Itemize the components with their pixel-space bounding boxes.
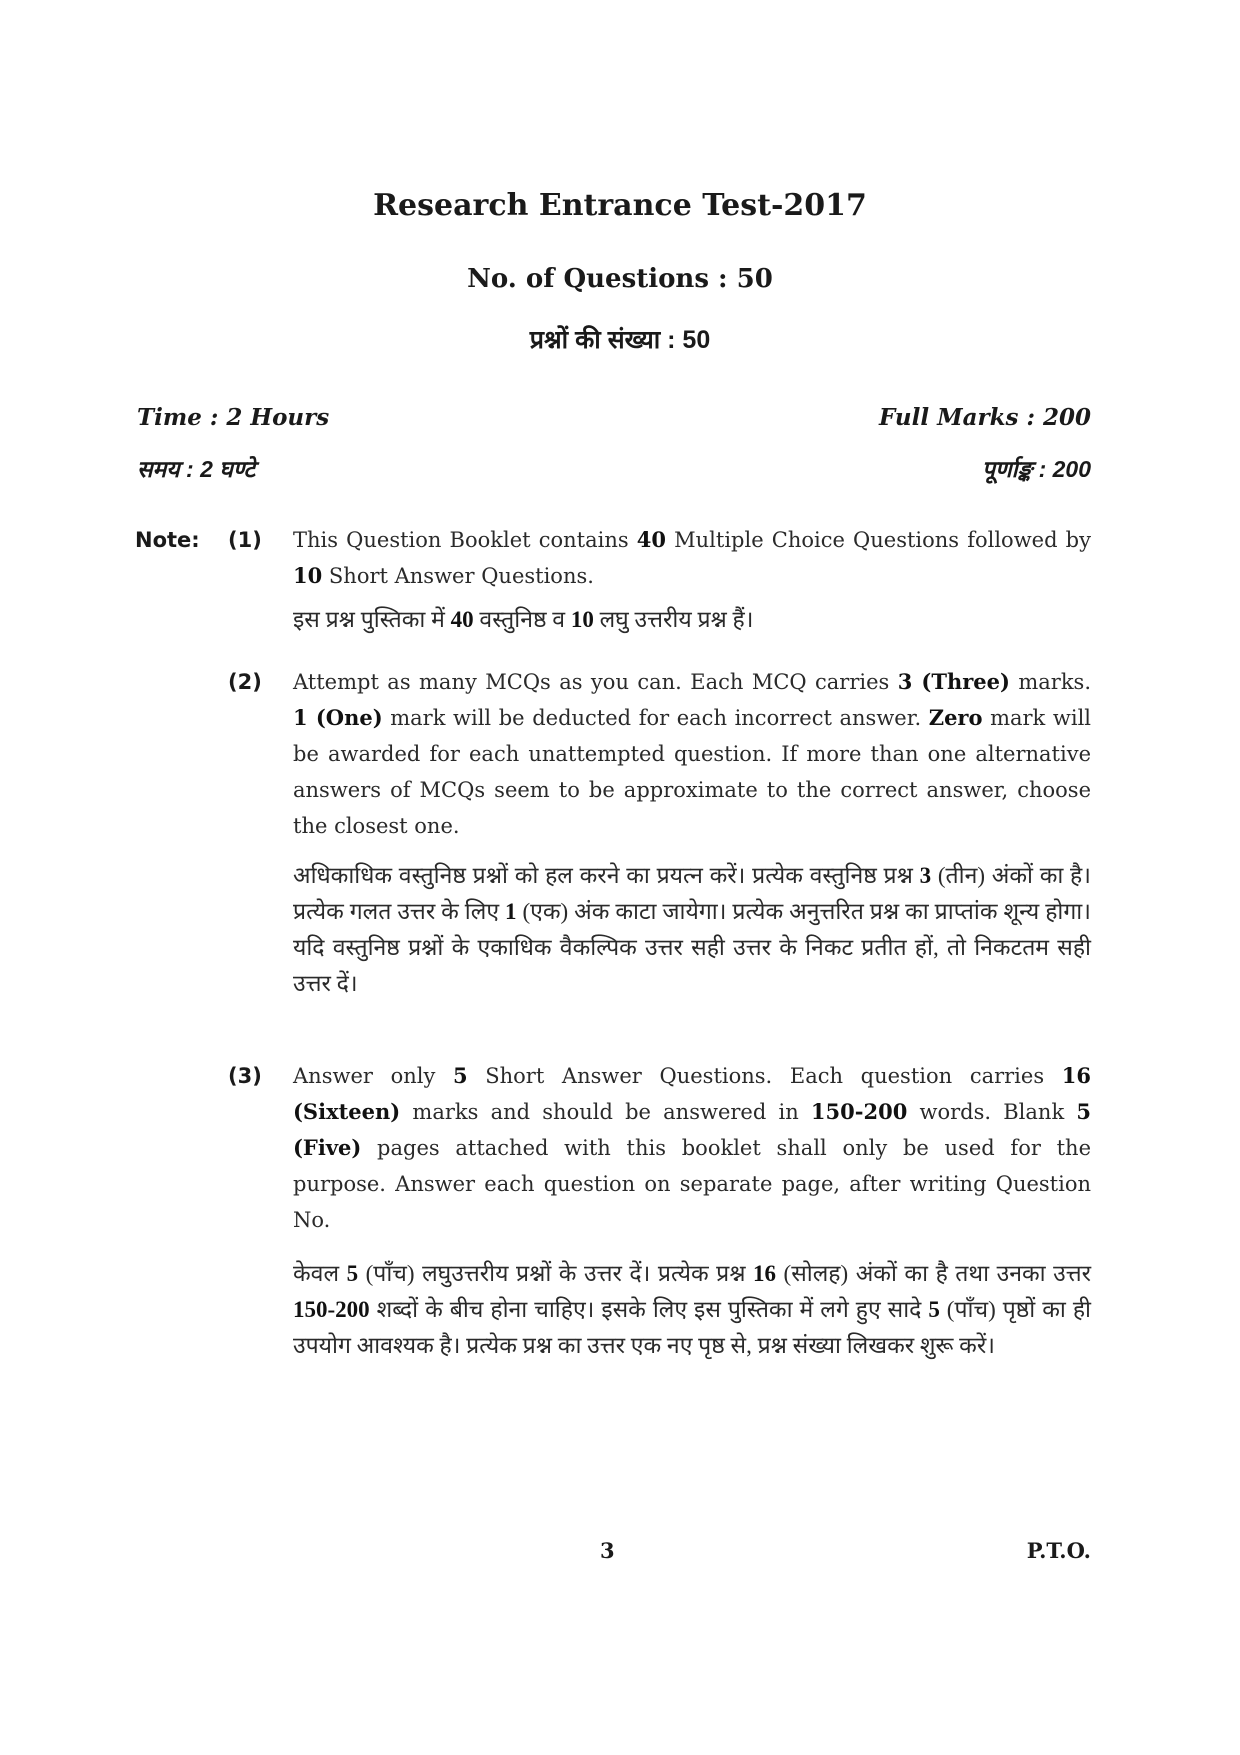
text-segment: Multiple Choice Questions followed by <box>666 528 1091 552</box>
note-1-hindi <box>293 602 1091 638</box>
text-segment: (एक) अंक काटा जायेगा। प्रत्येक अनुत्तरित प्रश्न का प्राप्तांक शून्य होगा। यदि वस्तुनिष्ठ प्रश्नों के एकाधिक वैकल्पिक उत्तर सही उत्तर के निकट प्रतीत हों, तो निकटतम सही उत्तर दें। <box>293 899 1091 996</box>
emphasized-text: 10 <box>570 607 594 632</box>
emphasized-text: 10 <box>293 563 323 588</box>
page-number: 3 <box>600 1538 615 1563</box>
number-of-questions-hindi: प्रश्नों की संख्या : 50 <box>529 326 711 354</box>
text-segment: (सोलह) अंकों का है तथा उनका उत्तर <box>776 1261 1092 1286</box>
emphasized-text: 3 (Three) <box>897 669 1010 694</box>
note-3-hindi <box>293 1256 1091 1364</box>
text-segment: अधिकाधिक वस्तुनिष्ठ प्रश्नों को हल करने का प्रयत्न करें। प्रत्येक वस्तुनिष्ठ प्रश्न <box>293 863 920 888</box>
emphasized-text: 3 <box>919 863 932 888</box>
text-segment: (पाँच) पृष्ठों का ही उपयोग आवश्यक है। प्रत्येक प्रश्न का उत्तर एक नए पृष्ठ से, प्रश्न संख्या लिखकर शुरू करें। <box>293 1297 1091 1358</box>
note-3-english <box>293 1058 1091 1238</box>
emphasized-text: 40 <box>450 607 474 632</box>
note-number-1: (1) <box>228 528 262 552</box>
note-2-english <box>293 664 1091 844</box>
emphasized-text: 5 (Five) <box>293 1099 1091 1160</box>
text-segment: वस्तुनिष्ठ व <box>473 607 571 632</box>
text-segment: (तीन) अंकों का है। प्रत्येक गलत उत्तर के लिए <box>293 863 1091 924</box>
emphasized-text: 150-200 <box>810 1099 908 1124</box>
text-segment: Short Answer Questions. Each question carries <box>467 1064 1062 1088</box>
number-of-questions: No. of Questions : 50 <box>467 264 773 294</box>
text-segment: mark will be awarded for each unattempted question. If more than one alternative answers of MCQs seem to be approximate to the correct answer, choose the closest one. <box>293 706 1092 838</box>
text-segment: mark will be deducted for each incorrect answer. <box>382 706 929 730</box>
text-segment: This Question Booklet contains <box>293 528 637 552</box>
note-number-2: (2) <box>228 670 262 694</box>
emphasized-text: 5 <box>346 1261 359 1286</box>
time-allowed: Time : 2 Hours <box>137 404 330 431</box>
text-segment: (पाँच) लघुउत्तरीय प्रश्नों के उत्तर दें। प्रत्येक प्रश्न <box>358 1261 754 1286</box>
emphasized-text: 1 (One) <box>293 705 383 730</box>
emphasized-text: 16 (Sixteen) <box>293 1063 1091 1124</box>
text-segment: marks and should be answered in <box>400 1100 811 1124</box>
note-label: Note: <box>135 528 200 552</box>
text-segment: Short Answer Questions. <box>322 564 594 588</box>
exam-title: Research Entrance Test-2017 <box>373 188 867 223</box>
text-segment: Answer only <box>293 1064 453 1088</box>
text-segment: इस प्रश्न पुस्तिका में <box>293 607 451 632</box>
emphasized-text: Zero <box>928 705 983 730</box>
note-number-3: (3) <box>228 1064 262 1088</box>
time-allowed-hindi: समय : 2 घण्टे <box>137 456 256 482</box>
text-segment: शब्दों के बीच होना चाहिए। इसके लिए इस पुस्तिका में लगे हुए सादे <box>369 1297 929 1322</box>
text-segment: केवल <box>293 1261 347 1286</box>
note-2-hindi <box>293 858 1091 1002</box>
emphasized-text: 5 <box>928 1297 940 1322</box>
emphasized-text: 40 <box>636 527 666 552</box>
text-segment: pages attached with this booklet shall only be used for the purpose. Answer each question on separate page, after writing Question No. <box>293 1136 1091 1232</box>
emphasized-text: 150-200 <box>293 1297 370 1322</box>
text-segment: words. Blank <box>907 1100 1077 1124</box>
full-marks: Full Marks : 200 <box>878 404 1091 431</box>
text-segment: marks. <box>1009 670 1091 694</box>
note-1-english <box>293 522 1091 594</box>
text-segment: लघु उत्तरीय प्रश्न हैं। <box>593 607 754 632</box>
full-marks-hindi: पूर्णाङ्क : 200 <box>981 456 1091 482</box>
emphasized-text: 1 <box>505 899 517 924</box>
emphasized-text: 16 <box>753 1261 777 1286</box>
emphasized-text: 5 <box>452 1063 468 1088</box>
text-segment: Attempt as many MCQs as you can. Each MCQ carries <box>293 670 898 694</box>
please-turn-over: P.T.O. <box>1026 1538 1091 1563</box>
